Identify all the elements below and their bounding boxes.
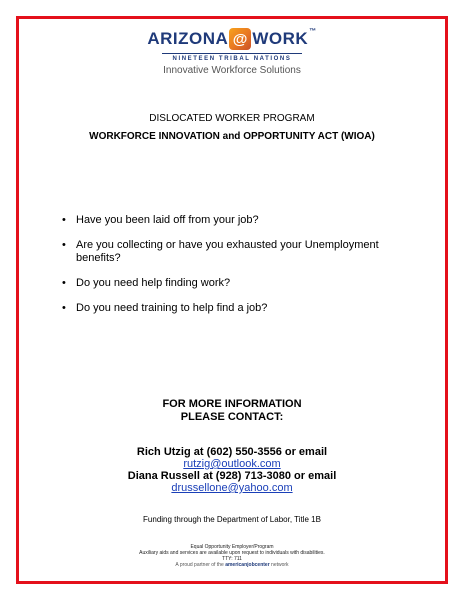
question-text: Are you collecting or have you exhausted your Unemployment benefits?	[76, 239, 379, 264]
partner-suffix: network	[269, 562, 289, 568]
contact-heading-line1: FOR MORE INFORMATION	[162, 398, 302, 410]
logo-word-arizona: ARIZONA	[147, 29, 229, 48]
partner-prefix: A proud partner of the	[175, 562, 226, 568]
footer-tty: TTY: 711	[222, 556, 242, 562]
trademark-symbol: ™	[309, 28, 317, 35]
contact-heading	[0, 398, 464, 424]
question-text: Do you need help finding work?	[76, 277, 231, 289]
footer	[0, 544, 464, 568]
bullet-icon: •	[62, 277, 66, 289]
list-item	[62, 214, 422, 227]
logo-subtitle: NINETEEN TRIBAL NATIONS	[172, 56, 292, 62]
logo-wordmark	[0, 28, 464, 50]
logo-word-work: WORK	[252, 29, 309, 48]
contact-rich-email-link[interactable]: rutzig@outlook.com	[183, 458, 281, 470]
footer-partner	[0, 562, 464, 568]
arizona-at-work-logo	[0, 28, 464, 76]
footer-aux-aids: Auxiliary aids and services are available upon request to individuals with disabilities.	[139, 550, 325, 556]
bullet-icon: •	[62, 302, 66, 314]
question-text: Have you been laid off from your job?	[76, 214, 259, 226]
contact-heading-line2: PLEASE CONTACT:	[180, 411, 284, 423]
contact-list	[0, 446, 464, 494]
program-heading	[0, 110, 464, 146]
contact-rich-text: Rich Utzig at (602) 550-3556 or email	[136, 446, 328, 458]
list-item	[62, 302, 422, 315]
logo-divider	[162, 53, 302, 54]
program-subtitle: WORKFORCE INNOVATION and OPPORTUNITY ACT (WIOA)	[89, 131, 375, 142]
bullet-icon: •	[62, 239, 66, 251]
funding-note: Funding through the Department of Labor, Title 1B	[143, 515, 321, 524]
bullet-icon: •	[62, 214, 66, 226]
list-item	[62, 239, 422, 265]
logo-tagline: Innovative Workforce Solutions	[163, 65, 301, 76]
logo-at-icon: @	[229, 28, 251, 50]
contact-diana-email-link[interactable]: drussellone@yahoo.com	[171, 482, 293, 494]
question-list	[62, 214, 422, 327]
americanjobcenter-logo: americanjobcenter	[225, 562, 270, 568]
program-title: DISLOCATED WORKER PROGRAM	[149, 113, 315, 124]
contact-diana-text: Diana Russell at (928) 713-3080 or email	[127, 470, 337, 482]
footer-eeo: Equal Opportunity Employer/Program	[190, 544, 274, 550]
question-text: Do you need training to help find a job?	[76, 302, 268, 314]
list-item	[62, 277, 422, 290]
